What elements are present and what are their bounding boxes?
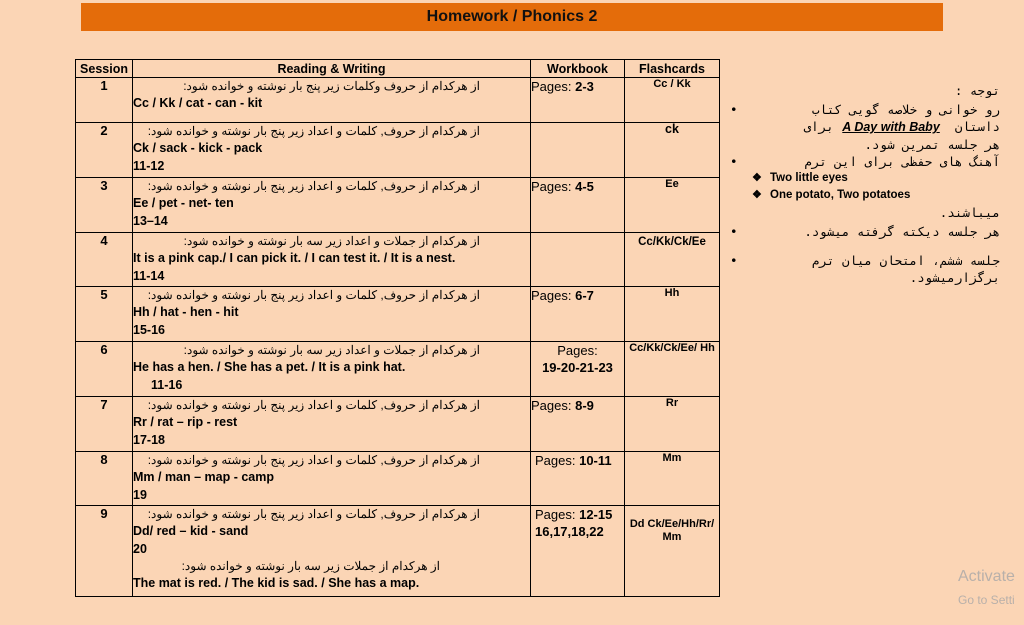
session-number: 7 bbox=[76, 397, 133, 452]
workbook-label: Pages: bbox=[531, 288, 576, 303]
instruction-text: از هرکدام از حروف, کلمات و اعداد زیر پنج بار نوشته و خوانده شود: bbox=[147, 398, 480, 412]
session-number: 8 bbox=[76, 452, 133, 506]
flashcards-cell: Dd Ck/Ee/Hh/Rr/ Mm bbox=[625, 506, 720, 597]
song-title: One potato, Two potatoes bbox=[770, 189, 911, 201]
session-number: 4 bbox=[76, 233, 133, 287]
flashcards-cell: Mm bbox=[625, 452, 720, 506]
instruction-text: از هرکدام از حروف, کلمات و اعداد زیر پنج بار نوشته و خوانده شود: bbox=[147, 124, 480, 138]
note-item bbox=[730, 153, 1000, 221]
note-item bbox=[730, 101, 1000, 153]
song-item bbox=[748, 187, 1000, 204]
flashcards-cell: Ee bbox=[625, 178, 720, 233]
practice-numbers: 11-16 bbox=[151, 378, 183, 392]
workbook-cell bbox=[531, 78, 625, 123]
reading-writing-cell bbox=[133, 506, 531, 597]
note-text: برای bbox=[803, 119, 834, 134]
session-number: 1 bbox=[76, 78, 133, 123]
flashcards-cell: Rr bbox=[625, 397, 720, 452]
workbook-label: Pages: bbox=[531, 79, 576, 94]
bullet-icon: • bbox=[730, 253, 739, 268]
workbook-label: Pages: bbox=[531, 398, 576, 413]
practice-text: He has a hen. / She has a pet. / It is a pink hat. bbox=[133, 360, 406, 374]
note-text: رو خوانی و خلاصه گویی کتاب bbox=[811, 102, 1000, 117]
note-text: جلسه ششم، امتحان میان ترم bbox=[811, 253, 1000, 268]
instruction-text: از هرکدام از حروف وکلمات زیر پنج بار نوشته و خوانده شود: bbox=[183, 79, 480, 93]
song-item bbox=[748, 170, 1000, 187]
workbook-pages: 8-9 bbox=[575, 398, 594, 413]
notes-title: توجه : bbox=[954, 83, 1000, 98]
bullet-icon: • bbox=[730, 224, 739, 239]
practice-text: It is a pink cap./ I can pick it. / I can test it. / It is a nest. bbox=[133, 251, 456, 265]
header-reading-writing: Reading & Writing bbox=[133, 60, 531, 78]
note-text: داستان bbox=[954, 119, 1000, 134]
reading-writing-cell bbox=[133, 397, 531, 452]
note-text: هر جلسه تمرین شود. bbox=[864, 137, 1000, 152]
table-row bbox=[76, 342, 720, 397]
notes-panel bbox=[730, 82, 1000, 286]
flashcards-cell: Cc / Kk bbox=[625, 78, 720, 123]
activation-watermark-link: Go to Setti bbox=[958, 593, 1015, 607]
instruction-text: از هرکدام از حروف, کلمات و اعداد زیر پنج بار نوشته و خوانده شود: bbox=[147, 179, 480, 193]
flashcards-cell: Hh bbox=[625, 287, 720, 342]
book-title: A Day with Baby bbox=[842, 120, 940, 134]
reading-writing-cell bbox=[133, 78, 531, 123]
note-text: هر جلسه دیکته گرفته میشود. bbox=[804, 224, 1000, 239]
workbook-pages: 4-5 bbox=[575, 179, 594, 194]
workbook-label: Pages: bbox=[531, 179, 576, 194]
practice-text: Dd/ red – kid - sand bbox=[133, 524, 249, 538]
practice-text: Ck / sack - kick - pack bbox=[133, 141, 263, 155]
table-row bbox=[76, 397, 720, 452]
header-workbook: Workbook bbox=[531, 60, 625, 78]
instruction-text: از هرکدام از حروف, کلمات و اعداد زیر پنج بار نوشته و خوانده شود: bbox=[147, 288, 480, 302]
session-number: 9 bbox=[76, 506, 133, 597]
practice-numbers: 17-18 bbox=[133, 433, 165, 447]
practice-numbers: 13–14 bbox=[133, 214, 168, 228]
table-row bbox=[76, 178, 720, 233]
session-number: 2 bbox=[76, 123, 133, 178]
workbook-pages: 6-7 bbox=[575, 288, 594, 303]
workbook-pages-extra: 16,17,18,22 bbox=[535, 524, 604, 539]
homework-table bbox=[75, 59, 720, 597]
practice-numbers: 20 bbox=[133, 542, 147, 556]
workbook-cell bbox=[531, 342, 625, 397]
instruction-text: از هرکدام از جملات و اعداد زیر سه بار نوشته و خوانده شود: bbox=[183, 234, 480, 248]
workbook-cell bbox=[531, 178, 625, 233]
table-row bbox=[76, 78, 720, 123]
note-item bbox=[730, 223, 1000, 240]
note-text: آهنگ های حفظی برای این ترم bbox=[804, 154, 1000, 169]
workbook-cell bbox=[531, 123, 625, 178]
practice-text: Cc / Kk / cat - can - kit bbox=[133, 96, 263, 110]
reading-writing-cell bbox=[133, 123, 531, 178]
diamond-bullet-icon: ❖ bbox=[752, 172, 762, 184]
bullet-icon: • bbox=[730, 102, 739, 117]
header-session: Session bbox=[76, 60, 133, 78]
diamond-bullet-icon: ❖ bbox=[752, 189, 762, 201]
workbook-label: Pages: bbox=[535, 507, 580, 522]
instruction-text-2: از هرکدام از جملات زیر سه بار نوشته و خوانده شود: bbox=[181, 559, 440, 573]
practice-text: Rr / rat – rip - rest bbox=[133, 415, 238, 429]
workbook-cell bbox=[531, 452, 625, 506]
workbook-cell bbox=[531, 287, 625, 342]
note-text: برگزارمیشود. bbox=[909, 270, 1000, 285]
practice-numbers: 11-14 bbox=[133, 269, 165, 283]
table-header-row bbox=[76, 60, 720, 78]
header-flashcards: Flashcards bbox=[625, 60, 720, 78]
practice-text: Hh / hat - hen - hit bbox=[133, 305, 239, 319]
session-number: 5 bbox=[76, 287, 133, 342]
instruction-text: از هرکدام از حروف, کلمات و اعداد زیر پنج بار نوشته و خوانده شود: bbox=[147, 507, 480, 521]
practice-text: Ee / pet - net- ten bbox=[133, 196, 234, 210]
reading-writing-cell bbox=[133, 452, 531, 506]
practice-sentences: The mat is red. / The kid is sad. / She has a map. bbox=[133, 576, 420, 590]
instruction-text: از هرکدام از جملات و اعداد زیر سه بار نوشته و خوانده شود: bbox=[183, 343, 480, 357]
table-row bbox=[76, 452, 720, 506]
note-item bbox=[730, 252, 1000, 286]
session-number: 6 bbox=[76, 342, 133, 397]
workbook-pages: 19-20-21-23 bbox=[542, 360, 613, 375]
reading-writing-cell bbox=[133, 178, 531, 233]
flashcards-cell: ck bbox=[625, 123, 720, 178]
reading-writing-cell bbox=[133, 342, 531, 397]
workbook-pages: 12-15 bbox=[579, 507, 613, 522]
flashcards-cell: Cc/Kk/Ck/Ee/ Hh bbox=[625, 342, 720, 397]
note-text: میباشند. bbox=[939, 205, 1000, 220]
table-row bbox=[76, 287, 720, 342]
song-title: Two little eyes bbox=[770, 172, 848, 184]
instruction-text: از هرکدام از حروف, کلمات و اعداد زیر پنج بار نوشته و خوانده شود: bbox=[147, 453, 480, 467]
workbook-cell bbox=[531, 233, 625, 287]
reading-writing-cell bbox=[133, 233, 531, 287]
page-title: Homework / Phonics 2 bbox=[81, 3, 943, 31]
activation-watermark: Activate bbox=[958, 568, 1015, 585]
practice-numbers: 15-16 bbox=[133, 323, 165, 337]
reading-writing-cell bbox=[133, 287, 531, 342]
workbook-cell bbox=[531, 397, 625, 452]
practice-numbers: 19 bbox=[133, 488, 147, 502]
workbook-pages: 10-11 bbox=[579, 453, 612, 468]
table-row bbox=[76, 123, 720, 178]
table-row bbox=[76, 233, 720, 287]
flashcards-cell: Cc/Kk/Ck/Ee bbox=[625, 233, 720, 287]
workbook-cell bbox=[531, 506, 625, 597]
practice-numbers: 11-12 bbox=[133, 159, 165, 173]
workbook-pages: 2-3 bbox=[575, 79, 594, 94]
session-number: 3 bbox=[76, 178, 133, 233]
table-row bbox=[76, 506, 720, 597]
workbook-label: Pages: bbox=[557, 343, 598, 358]
workbook-label: Pages: bbox=[535, 453, 580, 468]
practice-text: Mm / man – map - camp bbox=[133, 470, 275, 484]
bullet-icon: • bbox=[730, 154, 739, 169]
